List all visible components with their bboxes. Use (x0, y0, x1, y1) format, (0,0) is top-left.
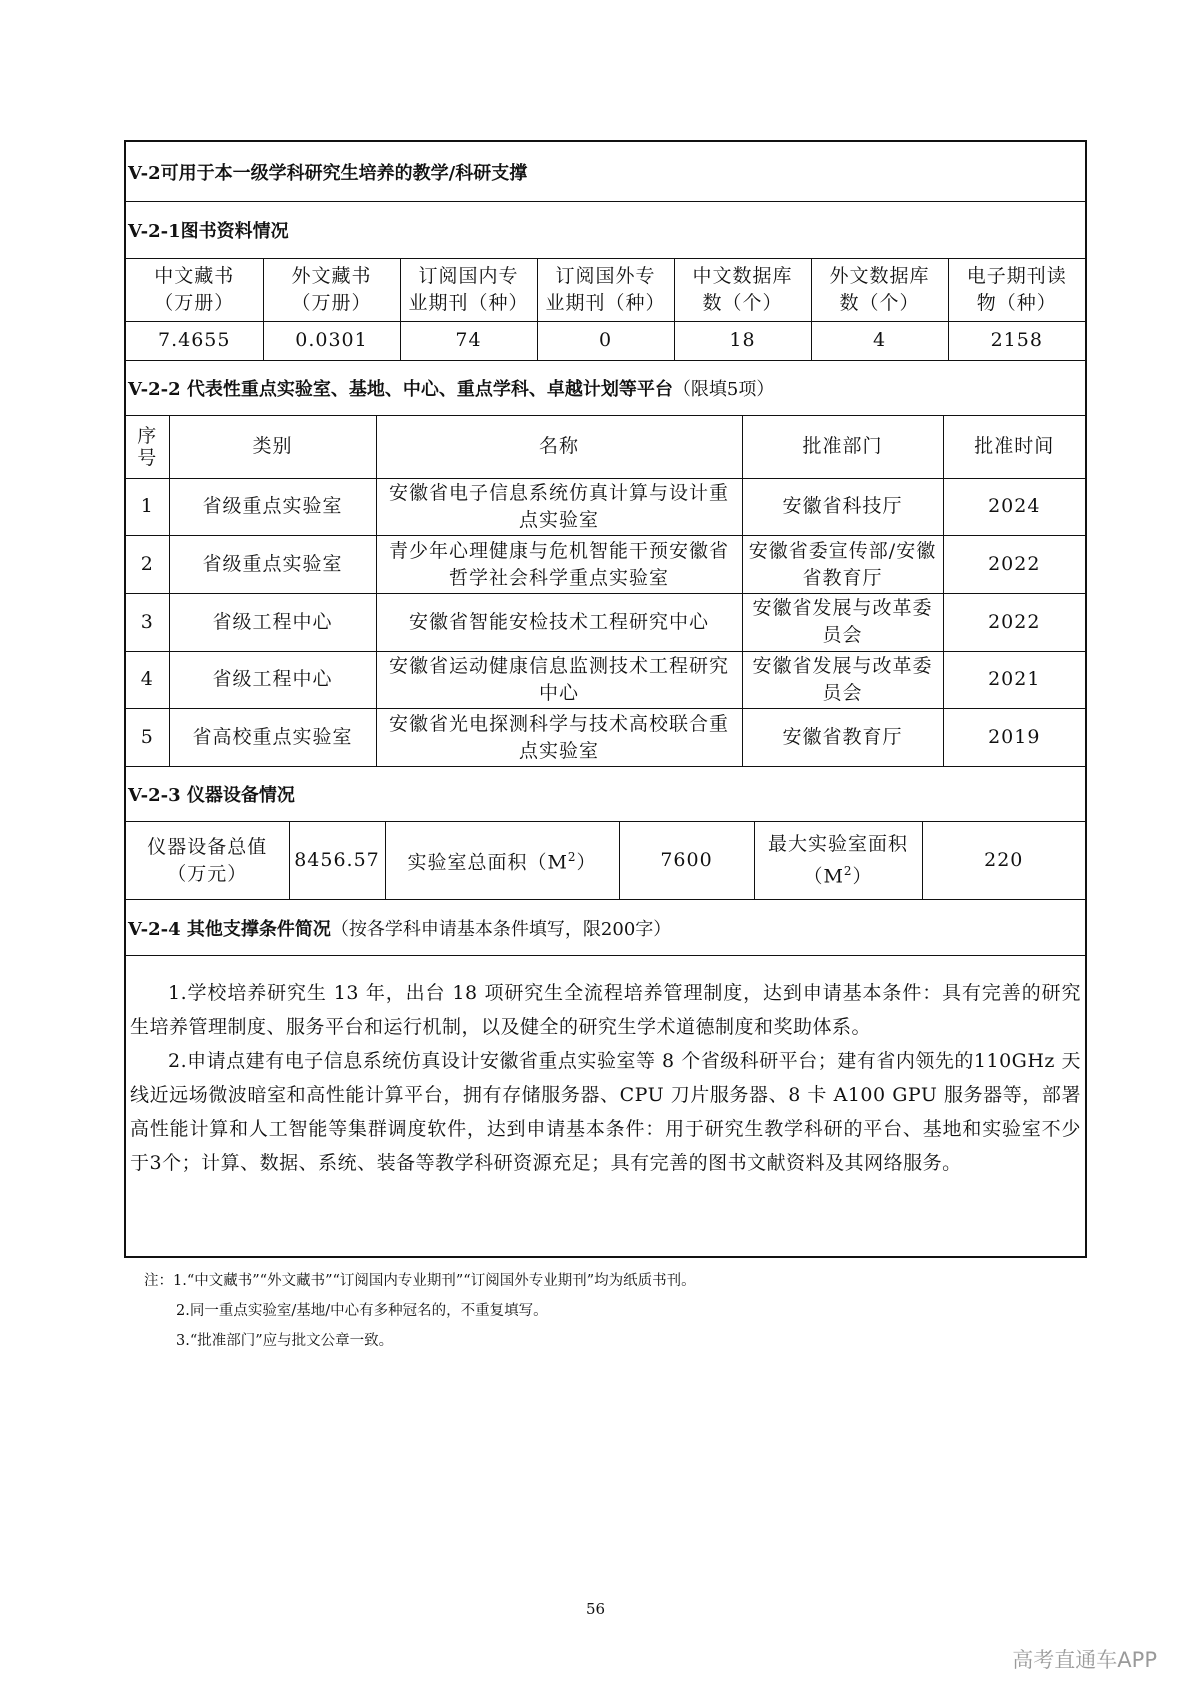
library-header-foreign-databases: 外文数据库 数（个） (811, 259, 948, 321)
max-lab-area-value: 220 (922, 822, 1085, 899)
section-v224-note: （按各学科申请基本条件填写，限200字） (330, 918, 672, 940)
library-header-cn-books: 中文藏书 （万册） (154, 264, 235, 314)
library-value-cn-databases: 18 (674, 321, 811, 360)
watermark: 高考直通车APP (1012, 1648, 1157, 1672)
library-value-foreign-books: 0.0301 (263, 321, 400, 360)
table-row (126, 709, 1085, 766)
library-table (126, 259, 1085, 361)
row-dept: 安徽省科技厅 (742, 478, 943, 536)
max-lab-area-label: 最大实验室面积 $(M^2)$ (754, 822, 922, 899)
platforms-table (126, 416, 1085, 767)
support-paragraph-2: 2.申请点建有电子信息系统仿真设计安徽省重点实验室等 8 个省级科研平台；建有省内领先的110GHz 天线近远场微波暗室和高性能计算平台，拥有存储服务器、CPU 刀片服务器、8 卡 A100 GPU 服务器等，部署高性能计算和人工智能等集群调度软件，达到申请基本条件：用于研究生教学科研的平台、基地和实验室不少于3个；计算、数据、系统、装备等教学科研资源充足；具有完善的图书文献资料及其网络服务。 (130, 1050, 1081, 1174)
row-dept: 安徽省教育厅 (742, 709, 943, 766)
library-header-domestic-journals: 订阅国内专 业期刊（种） (400, 259, 537, 321)
footnotes (144, 1266, 696, 1356)
library-value-cn-books: 7.4655 (126, 321, 263, 360)
row-name: 安徽省光电探测科学与技术高校联合重 点实验室 (376, 709, 742, 766)
row-category: 省级工程中心 (169, 593, 376, 651)
table-row (126, 536, 1085, 594)
row-name: 安徽省电子信息系统仿真计算与设计重 点实验室 (376, 478, 742, 536)
row-time: 2019 (943, 709, 1085, 766)
section-v2-title-text: V-2可用于本一级学科研究生培养的教学/科研支撑 (128, 162, 528, 184)
page-number: 56 (585, 1600, 606, 1618)
library-value-domestic-journals: 74 (400, 321, 537, 360)
row-category: 省高校重点实验室 (169, 709, 376, 766)
row-time: 2021 (943, 651, 1085, 709)
platforms-header-name: 名称 (376, 416, 742, 478)
row-category: 省级重点实验室 (169, 478, 376, 536)
equipment-total-label: 仪器设备总值 （万元） (147, 835, 268, 885)
equipment-row (126, 822, 1085, 899)
footnote-2: 2.同一重点实验室/基地/中心有多种冠名的，不重复填写。 (176, 1303, 548, 1319)
footnote-3: 3.“批准部门”应与批文公章一致。 (176, 1333, 394, 1349)
platforms-header-no: 序 号 (137, 424, 158, 469)
section-v221-title-text: V-2-1图书资料情况 (128, 221, 289, 242)
row-category: 省级工程中心 (169, 651, 376, 709)
row-time: 2022 (943, 536, 1085, 594)
library-value-foreign-journals: 0 (537, 321, 674, 360)
equipment-table (126, 822, 1085, 900)
library-value-row (126, 321, 1085, 360)
row-time: 2022 (943, 593, 1085, 651)
row-dept: 安徽省发展与改革委 员会 (742, 651, 943, 709)
row-no: 5 (126, 709, 169, 766)
section-v221-title (126, 202, 1085, 259)
footnote-1: 注：1.“中文藏书”“外文藏书”“订阅国内专业期刊”“订阅国外专业期刊”均为纸质书刊。 (144, 1273, 696, 1289)
table-row (126, 593, 1085, 651)
library-header-e-journals: 电子期刊读 物（种） (948, 259, 1085, 321)
row-name: 安徽省运动健康信息监测技术工程研究 中心 (376, 651, 742, 709)
row-name: 青少年心理健康与危机智能干预安徽省 哲学社会科学重点实验室 (376, 536, 742, 594)
library-header-cn-databases: 中文数据库 数（个） (674, 259, 811, 321)
row-name: 安徽省智能安检技术工程研究中心 (376, 593, 742, 651)
support-paragraph-1: 1.学校培养研究生 13 年，出台 18 项研究生全流程培养管理制度，达到申请基本条件：具有完善的研究生培养管理制度、服务平台和运行机制，以及健全的研究生学术道德制度和奖助体系。 (130, 982, 1081, 1038)
row-no: 1 (126, 478, 169, 536)
library-header-foreign-books: 外文藏书 （万册） (263, 259, 400, 321)
library-header-foreign-journals: 订阅国外专 业期刊（种） (537, 259, 674, 321)
other-support-content (126, 956, 1085, 1256)
platforms-header-time: 批准时间 (943, 416, 1085, 478)
row-no: 2 (126, 536, 169, 594)
section-v222-title (126, 361, 1085, 416)
section-v223-title-text: V-2-3 仪器设备情况 (128, 785, 295, 806)
row-no: 3 (126, 593, 169, 651)
platforms-header-dept: 批准部门 (742, 416, 943, 478)
equipment-total-value: 8456.57 (289, 822, 385, 899)
section-v2-title (126, 142, 1085, 202)
section-v224-title-text: V-2-4 其他支撑条件简况 (128, 918, 331, 940)
section-v222-note: （限填5项） (672, 379, 775, 400)
platforms-header-row (126, 416, 1085, 478)
row-dept: 安徽省委宣传部/安徽 省教育厅 (742, 536, 943, 594)
table-row (126, 478, 1085, 536)
library-value-e-journals: 2158 (948, 321, 1085, 360)
lab-area-value: 7600 (619, 822, 754, 899)
section-v222-title-text: V-2-2 代表性重点实验室、基地、中心、重点学科、卓越计划等平台 (128, 379, 673, 400)
library-header-row (126, 259, 1085, 321)
row-no: 4 (126, 651, 169, 709)
row-time: 2024 (943, 478, 1085, 536)
section-v224-title (126, 900, 1085, 956)
section-v223-title (126, 767, 1085, 822)
lab-area-label: 实验室总面积$(M^2)$ (385, 822, 619, 899)
row-category: 省级重点实验室 (169, 536, 376, 594)
platforms-header-category: 类别 (169, 416, 376, 478)
library-value-foreign-databases: 4 (811, 321, 948, 360)
support-form-table (124, 140, 1087, 1258)
table-row (126, 651, 1085, 709)
row-dept: 安徽省发展与改革委 员会 (742, 593, 943, 651)
